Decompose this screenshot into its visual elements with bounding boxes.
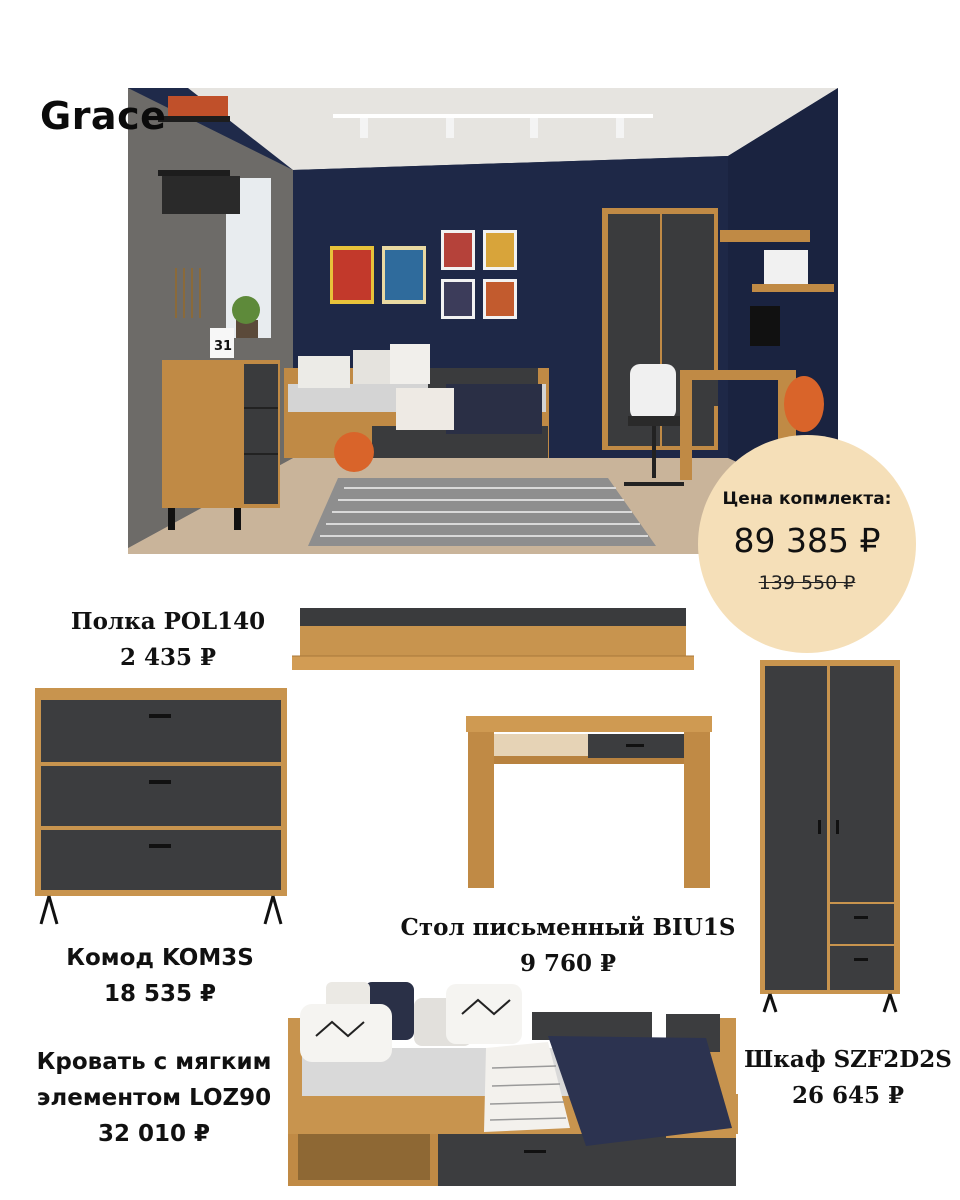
- set-price-old: 139 550 ₽: [758, 572, 856, 594]
- bed-name-line2: элементом LOZ90: [36, 1085, 272, 1111]
- set-price-value: 89 385 ₽: [733, 521, 881, 560]
- dresser-caption: [40, 940, 280, 1012]
- bed-price: 32 010 ₽: [97, 1121, 211, 1147]
- set-price-badge: [698, 435, 916, 653]
- dresser-name: Комод KOM3S: [66, 945, 254, 971]
- dresser-price: 18 535 ₽: [103, 981, 217, 1007]
- bed-caption: [16, 1044, 292, 1152]
- shelf-price: 2 435 ₽: [119, 644, 217, 671]
- dresser-image: [35, 688, 287, 926]
- desk-caption: [396, 910, 740, 982]
- wardrobe-price: 26 645 ₽: [791, 1082, 905, 1109]
- desk-name: Стол письменный BIU1S: [400, 914, 736, 941]
- shelf-name: Полка POL140: [70, 608, 266, 635]
- set-price-label: Цена копмлекта:: [722, 489, 892, 509]
- shelf-caption: [48, 604, 288, 676]
- shelf-image: [292, 604, 694, 674]
- calendar-day: 31: [214, 339, 233, 354]
- wardrobe-name: Шкаф SZF2D2S: [744, 1046, 952, 1073]
- brand-title: Grace: [40, 94, 167, 138]
- desk-image: [466, 716, 712, 890]
- bed-name-line1: Кровать с мягким: [36, 1049, 272, 1075]
- wardrobe-image: [760, 660, 900, 1014]
- wardrobe-caption: [736, 1042, 960, 1114]
- desk-price: 9 760 ₽: [519, 950, 617, 977]
- bed-image: [286, 978, 738, 1188]
